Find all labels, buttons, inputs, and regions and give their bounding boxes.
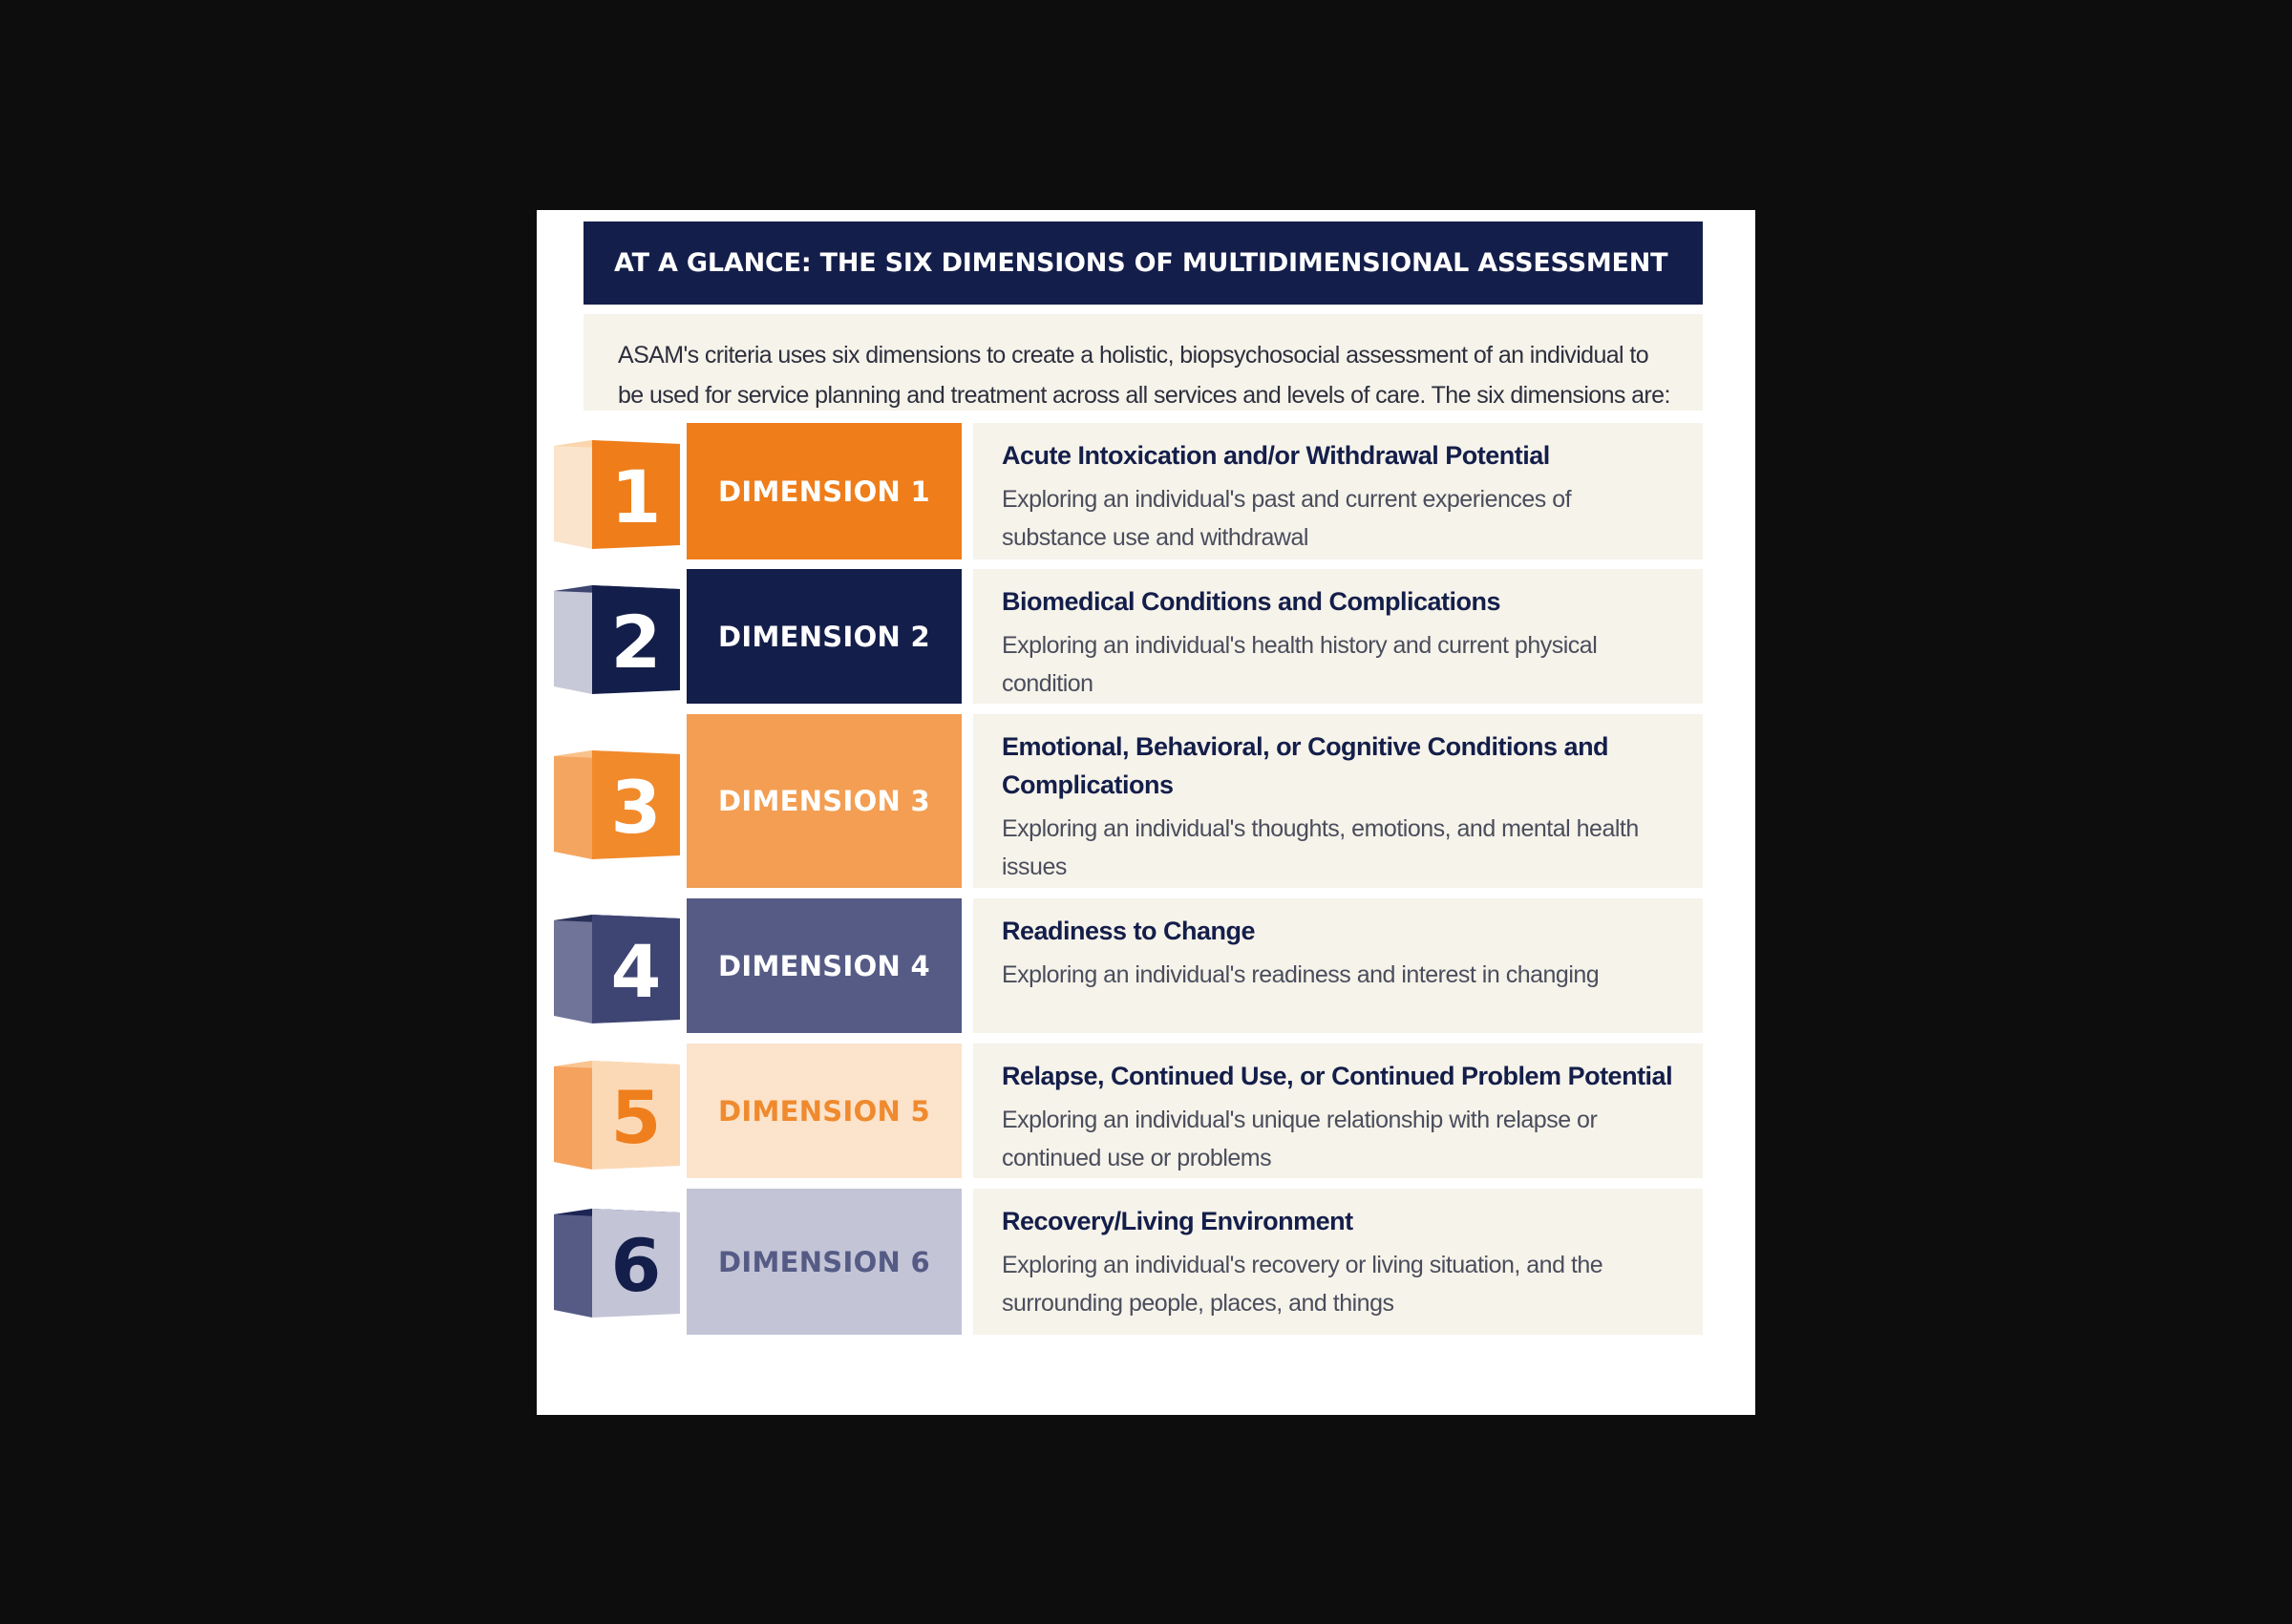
page-title: AT A GLANCE: THE SIX DIMENSIONS OF MULTIDIMENSIONAL ASSESSMENT: [584, 221, 1703, 305]
cube-number-6: [552, 1201, 682, 1319]
cube-side-face: [554, 915, 592, 1023]
cube-number-1: [552, 432, 682, 551]
dimension-row-2: [537, 569, 1755, 704]
dimension-description-2: [973, 569, 1703, 704]
cube-number-label: 5: [610, 1075, 662, 1160]
dimension-label-6: DIMENSION 6: [687, 1189, 962, 1335]
dimension-description-6: [973, 1189, 1703, 1335]
dimension-title: Readiness to Change: [1002, 917, 1256, 945]
dimension-text: Exploring an individual's recovery or living situation, and the surrounding people, places, and things: [1002, 1252, 1603, 1317]
cube-number-5: [552, 1053, 682, 1171]
dimension-label-4: DIMENSION 4: [687, 898, 962, 1033]
cube-side-face: [554, 585, 592, 694]
dimension-row-5: [537, 1044, 1755, 1178]
dimension-title: Relapse, Continued Use, or Continued Problem Potential: [1002, 1062, 1673, 1090]
dimension-label-5: DIMENSION 5: [687, 1044, 962, 1178]
cube-side-face: [554, 1061, 592, 1170]
cube-side-face: [554, 750, 592, 859]
dimension-title: Emotional, Behavioral, or Cognitive Conditions and Complications: [1002, 732, 1609, 799]
cube-icon: [552, 907, 682, 1025]
cube-icon: [552, 743, 682, 861]
cube-number-label: 6: [610, 1223, 662, 1308]
dimension-text: Exploring an individual's thoughts, emotions, and mental health issues: [1002, 815, 1639, 880]
dimension-description-4: [973, 898, 1703, 1033]
cube-number-label: 1: [610, 454, 662, 539]
dimension-row-4: [537, 898, 1755, 1033]
dimension-text: Exploring an individual's readiness and interest in changing: [1002, 961, 1600, 988]
cube-icon: [552, 432, 682, 551]
dimension-label-3: DIMENSION 3: [687, 714, 962, 888]
dimension-row-3: [537, 714, 1755, 888]
dimension-title: Recovery/Living Environment: [1002, 1207, 1353, 1235]
dimension-row-6: [537, 1189, 1755, 1335]
cube-side-face: [554, 440, 592, 549]
cube-number-3: [552, 743, 682, 861]
dimension-text: Exploring an individual's health history and current physical condition: [1002, 632, 1598, 697]
infographic-card: [537, 210, 1755, 1415]
intro-text: ASAM's criteria uses six dimensions to create a holistic, biopsychosocial assessment of an individual to be used for service planning and treatment across all services and levels of care. The six dimensions are:: [584, 314, 1703, 411]
cube-number-4: [552, 907, 682, 1025]
dimension-description-5: [973, 1044, 1703, 1178]
dimension-label-1: DIMENSION 1: [687, 423, 962, 559]
dimension-label-2: DIMENSION 2: [687, 569, 962, 704]
cube-number-label: 4: [610, 929, 662, 1014]
cube-number-label: 2: [610, 600, 662, 685]
cube-number-label: 3: [610, 765, 662, 850]
cube-icon: [552, 1201, 682, 1319]
dimension-title: Biomedical Conditions and Complications: [1002, 587, 1501, 616]
cube-number-2: [552, 578, 682, 696]
dimension-row-1: [537, 423, 1755, 559]
cube-icon: [552, 578, 682, 696]
dimension-description-1: [973, 423, 1703, 559]
dimension-title: Acute Intoxication and/or Withdrawal Potential: [1002, 441, 1550, 470]
dimension-text: Exploring an individual's unique relationship with relapse or continued use or problems: [1002, 1107, 1598, 1171]
cube-icon: [552, 1053, 682, 1171]
dimension-description-3: [973, 714, 1703, 888]
dimension-text: Exploring an individual's past and current experiences of substance use and withdrawal: [1002, 486, 1572, 551]
cube-side-face: [554, 1209, 592, 1318]
